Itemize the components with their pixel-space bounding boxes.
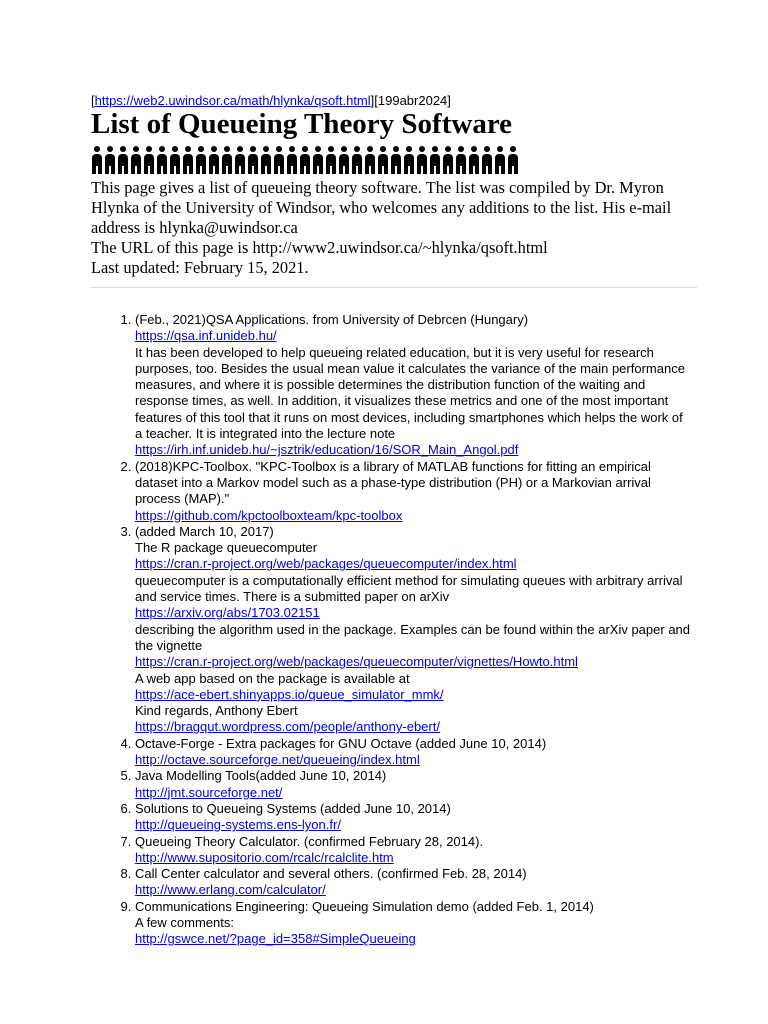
source-url-link[interactable]: https://web2.uwindsor.ca/math/hlynka/qsoft.html [94,93,371,108]
source-citation [91,93,451,108]
person-icon [455,144,467,174]
list-item [135,736,691,769]
item-title: Queueing Theory Calculator. (confirmed February 28, 2014). [135,833,484,849]
person-icon [416,144,428,174]
page-title: List of Queueing Theory Software [91,108,513,140]
item-link[interactable]: http://octave.sourceforge.net/queueing/index.html [135,752,420,768]
list-item [135,768,691,801]
item-description: It has been developed to help queueing related education, but it is very useful for research purposes, too. Besides the usual mean value it calculates the variance of the main performance measures, and where it is possible determines the distribution function of the waiting and response times, as well. In addition, it visualizes these metrics and one of the most important features of this tool that it runs on most devices, including smartphones which helps the work of a teacher. It is integrated into the lecture note [135,344,685,442]
item-subtitle: A few comments: [135,914,234,930]
list-item [135,899,691,948]
source-suffix: ][199abr2024] [370,93,451,108]
item-link[interactable]: https://github.com/kpctoolboxteam/kpc-toolbox [135,507,403,523]
person-icon [234,144,246,174]
item-title: Octave-Forge - Extra packages for GNU Octave (added June 10, 2014) [135,735,547,751]
item-link[interactable]: https://arxiv.org/abs/1703.02151 [135,605,320,621]
item-link[interactable]: https://bragqut.wordpress.com/people/anthony-ebert/ [135,719,440,735]
person-icon [377,144,389,174]
item-link[interactable]: http://www.supositorio.com/rcalc/rcalclite.htm [135,849,394,865]
person-icon [325,144,337,174]
person-icon [468,144,480,174]
person-icon [507,144,519,174]
divider [91,287,697,288]
item-link[interactable]: http://queueing-systems.ens-lyon.fr/ [135,817,341,833]
person-icon [351,144,363,174]
person-icon [104,144,116,174]
item-title: 3. (added March 10, 2017) [135,523,274,539]
list-item [135,834,691,867]
item-title: Solutions to Queueing Systems (added June 10, 2014) [135,800,451,816]
person-icon [156,144,168,174]
person-icon [221,144,233,174]
person-icon [91,144,103,174]
person-icon [312,144,324,174]
person-icon [182,144,194,174]
source-prefix: [ [91,93,95,108]
item-description: queuecomputer is a computationally efficient method for simulating queues with arbitrary arrival and service times. There is a submitted paper on arXiv [135,572,683,605]
person-icon [260,144,272,174]
person-icon [481,144,493,174]
item-title: Java Modelling Tools(added June 10, 2014) [135,768,387,784]
person-icon [299,144,311,174]
person-icon [429,144,441,174]
person-icon [403,144,415,174]
list-item [135,866,691,899]
item-description: A web app based on the package is available at [135,670,410,686]
item-title: (Feb., 2021)QSA Applications. from University of Debrcen (Hungary) [135,312,529,327]
item-link[interactable]: https://cran.r-project.org/web/packages/queuecomputer/vignettes/Howto.html [135,654,578,670]
list-item [135,524,691,736]
list-item [135,459,691,524]
item-title: (2018)KPC-Toolbox. "KPC-Toolbox is a library of MATLAB functions for fitting an empirical dataset into a Markov model such as a phase-type distribution (PH) or a Markovian arrival process (MAP)." [135,458,651,507]
item-subtitle: The R package queuecomputer [135,540,318,556]
person-icon [130,144,142,174]
item-description: describing the algorithm used in the package. Examples can be found within the arXiv paper and the vignette [135,621,691,653]
person-icon [390,144,402,174]
intro-text [91,178,711,278]
list-item [135,312,691,459]
person-icon [286,144,298,174]
person-icon [442,144,454,174]
item-title: 9. Communications Engineering: Queueing Simulation demo (added Feb. 1, 2014) [135,898,594,914]
person-icon [247,144,259,174]
person-icon [143,144,155,174]
item-description: Kind regards, Anthony Ebert [135,703,298,719]
item-link[interactable]: https://qsa.inf.unideb.hu/ [135,328,277,344]
item-link[interactable]: http://gswce.net/?page_id=358#SimpleQueueing [135,931,416,947]
item-link[interactable]: https://ace-ebert.shinyapps.io/queue_simulator_mmk/ [135,686,444,702]
item-link[interactable]: http://jmt.sourceforge.net/ [135,784,283,800]
person-icon [208,144,220,174]
person-icon [364,144,376,174]
list-item [135,801,691,834]
software-list [91,312,691,948]
person-icon [494,144,506,174]
person-icon [195,144,207,174]
intro-line-3: Last updated: February 15, 2021. [91,258,309,277]
people-decoration [91,144,519,174]
person-icon [338,144,350,174]
item-link[interactable]: https://cran.r-project.org/web/packages/queuecomputer/index.html [135,556,517,572]
person-icon [169,144,181,174]
intro-line-1: This page gives a list of queueing theory software. The list was compiled by Dr. Myron Hlynka of the University of Windsor, who welcomes any additions to the list. His e-mail address is hlynka@uwindsor.ca [91,178,672,237]
item-link[interactable]: http://www.erlang.com/calculator/ [135,882,326,898]
person-icon [117,144,129,174]
item-link[interactable]: https://irh.inf.unideb.hu/~jsztrik/education/16/SOR_Main_Angol.pdf [135,442,519,458]
intro-line-2: The URL of this page is http://www2.uwindsor.ca/~hlynka/qsoft.html [91,238,548,257]
item-title: Call Center calculator and several others. (confirmed Feb. 28, 2014) [135,866,527,882]
person-icon [273,144,285,174]
